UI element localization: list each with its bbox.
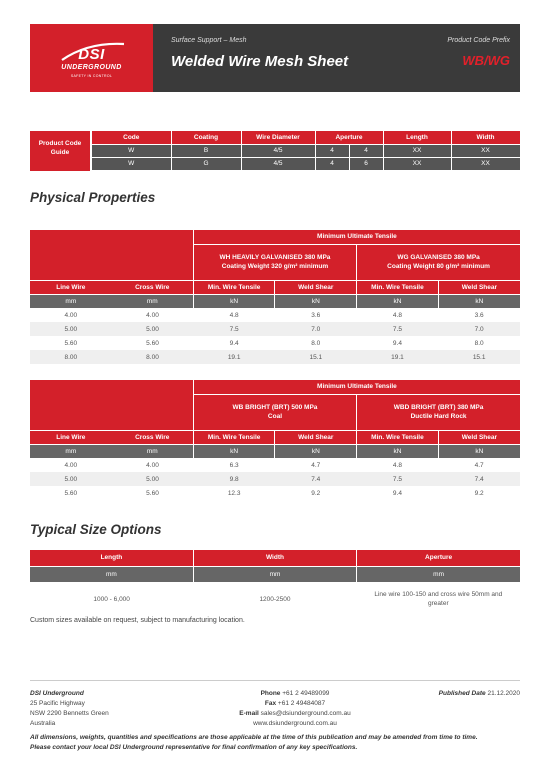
properties-table-galvanised: [30, 230, 520, 364]
spec-header: WBD BRIGHT (BRT) 380 MPa Ductile Hard Rock: [357, 394, 520, 430]
col-header: Cross Wire: [112, 430, 194, 444]
group-header: Minimum Ultimate Tensile: [193, 380, 520, 394]
address-line: NSW 2290 Bennetts Green: [30, 710, 109, 717]
fax-label: Fax: [264, 700, 277, 707]
phone-number: +61 2 49489099: [282, 690, 330, 697]
email-link[interactable]: sales@dsiunderground.com.au: [260, 710, 351, 717]
col-header: Weld Shear: [275, 430, 357, 444]
unit-cell: mm: [112, 294, 194, 308]
table-row: [92, 157, 520, 170]
table-row: 4.00 4.00 6.3 4.7 4.8 4.7: [30, 458, 520, 472]
spec-header: WH HEAVILY GALVANISED 380 MPa Coating Weight 320 g/m² minimum: [193, 244, 356, 280]
size-options-heading: Typical Size Options: [30, 522, 162, 537]
guide-cell: XX: [383, 157, 451, 170]
col-header: Min. Wire Tensile: [193, 280, 275, 294]
size-value: 1200-2500: [259, 595, 291, 603]
unit-cell: mm: [30, 566, 193, 582]
physical-properties-heading: Physical Properties: [30, 190, 156, 205]
col-header: Weld Shear: [438, 280, 520, 294]
table-row: [92, 144, 520, 157]
guide-cell: XX: [451, 144, 520, 157]
title-panel: [153, 24, 520, 92]
col-header: Width: [193, 550, 356, 566]
size-value: 1000 - 6,000: [93, 595, 130, 603]
logo-name: DSI: [78, 46, 105, 63]
guide-header: Wire Diameter: [241, 131, 315, 144]
table-row: 8.00 8.00 19.1 15.1 19.1 15.1: [30, 350, 520, 364]
unit-cell: kN: [193, 294, 275, 308]
email-label: E-mail: [239, 710, 259, 717]
col-header: Line Wire: [30, 430, 112, 444]
guide-cell: 4/5: [241, 157, 315, 170]
col-header: Weld Shear: [275, 280, 357, 294]
col-header: Line Wire: [30, 280, 112, 294]
col-header: Min. Wire Tensile: [357, 430, 439, 444]
size-options-table: [30, 550, 520, 616]
phone-label: Phone: [260, 690, 281, 697]
guide-label: Product Code Guide: [30, 131, 90, 171]
guide-header: Code: [92, 131, 171, 144]
fax-number: +61 2 49484087: [277, 700, 326, 707]
unit-cell: kN: [357, 294, 439, 308]
guide-cell: XX: [383, 144, 451, 157]
unit-cell: mm: [357, 566, 520, 582]
disclaimer: All dimensions, weights, quantities and specifications are those applicable at the time of this publication and may be amended from time to time. Please contact your local DSI Underground representative for final confirmation of any key specifications.: [30, 734, 478, 751]
logo-sub: UNDERGROUND: [61, 64, 122, 71]
address-line: 25 Pacific Highway: [30, 700, 85, 707]
table-row: 4.00 4.00 4.8 3.6 4.8 3.6: [30, 308, 520, 322]
group-header: Minimum Ultimate Tensile: [193, 230, 520, 244]
unit-cell: kN: [275, 444, 357, 458]
published-label: Published Date: [438, 690, 486, 697]
table-row: 5.60 5.60 12.3 9.2 9.4 9.2: [30, 486, 520, 500]
unit-cell: kN: [193, 444, 275, 458]
guide-header: Length: [383, 131, 451, 144]
unit-cell: mm: [112, 444, 194, 458]
dsi-logo: [30, 24, 153, 92]
unit-cell: kN: [438, 444, 520, 458]
size-value: Line wire 100-150 and cross wire 50mm and greater: [374, 591, 503, 607]
guide-cell: XX: [451, 157, 520, 170]
unit-cell: kN: [275, 294, 357, 308]
guide-header: Coating: [171, 131, 241, 144]
guide-header: Aperture: [315, 131, 383, 144]
guide-table: [92, 131, 521, 170]
unit-cell: mm: [193, 566, 356, 582]
guide-cell: 4: [315, 157, 349, 170]
address-line: Australia: [30, 720, 56, 727]
col-header: Length: [30, 550, 193, 566]
unit-cell: kN: [357, 444, 439, 458]
doc-subtitle: Surface Support – Mesh: [171, 37, 247, 44]
table-row: 5.00 5.00 9.8 7.4 7.5 7.4: [30, 472, 520, 486]
guide-cell: W: [92, 144, 171, 157]
footer-divider: [30, 680, 520, 681]
spec-header: WB BRIGHT (BRT) 500 MPa Coal: [193, 394, 356, 430]
col-header: Min. Wire Tensile: [357, 280, 439, 294]
col-header: Aperture: [357, 550, 520, 566]
footer-address: [30, 689, 109, 729]
doc-title: Welded Wire Mesh Sheet: [171, 53, 349, 70]
col-header: Cross Wire: [112, 280, 194, 294]
guide-cell: G: [171, 157, 241, 170]
guide-cell: W: [92, 157, 171, 170]
unit-cell: mm: [30, 294, 112, 308]
guide-cell: 6: [349, 157, 383, 170]
spec-header: WG GALVANISED 380 MPa Coating Weight 80 g/m² minimum: [357, 244, 520, 280]
custom-size-note: Custom sizes available on request, subject to manufacturing location.: [30, 617, 245, 624]
table-row: 5.00 5.00 7.5 7.0 7.5 7.0: [30, 322, 520, 336]
guide-cell: 4/5: [241, 144, 315, 157]
guide-cell: 4: [349, 144, 383, 157]
website-link[interactable]: www.dsiunderground.com.au: [253, 720, 337, 727]
properties-table-bright: [30, 380, 520, 500]
guide-cell: 4: [315, 144, 349, 157]
footer-contact: [205, 689, 385, 729]
product-prefix: WB/WG: [462, 53, 510, 68]
guide-cell: B: [171, 144, 241, 157]
table-row: 5.60 5.60 9.4 8.0 9.4 8.0: [30, 336, 520, 350]
prefix-label: Product Code Prefix: [447, 37, 510, 44]
col-header: Min. Wire Tensile: [193, 430, 275, 444]
unit-cell: kN: [438, 294, 520, 308]
table-row: [30, 582, 520, 616]
guide-header: Width: [451, 131, 520, 144]
unit-cell: mm: [30, 444, 112, 458]
company-name: DSI Underground: [30, 690, 84, 697]
document-header: [30, 24, 520, 92]
col-header: Weld Shear: [438, 430, 520, 444]
footer-published: [439, 689, 520, 699]
logo-tagline: SAFETY IN CONTROL: [70, 74, 113, 78]
published-date: 21.12.2020: [487, 690, 520, 697]
